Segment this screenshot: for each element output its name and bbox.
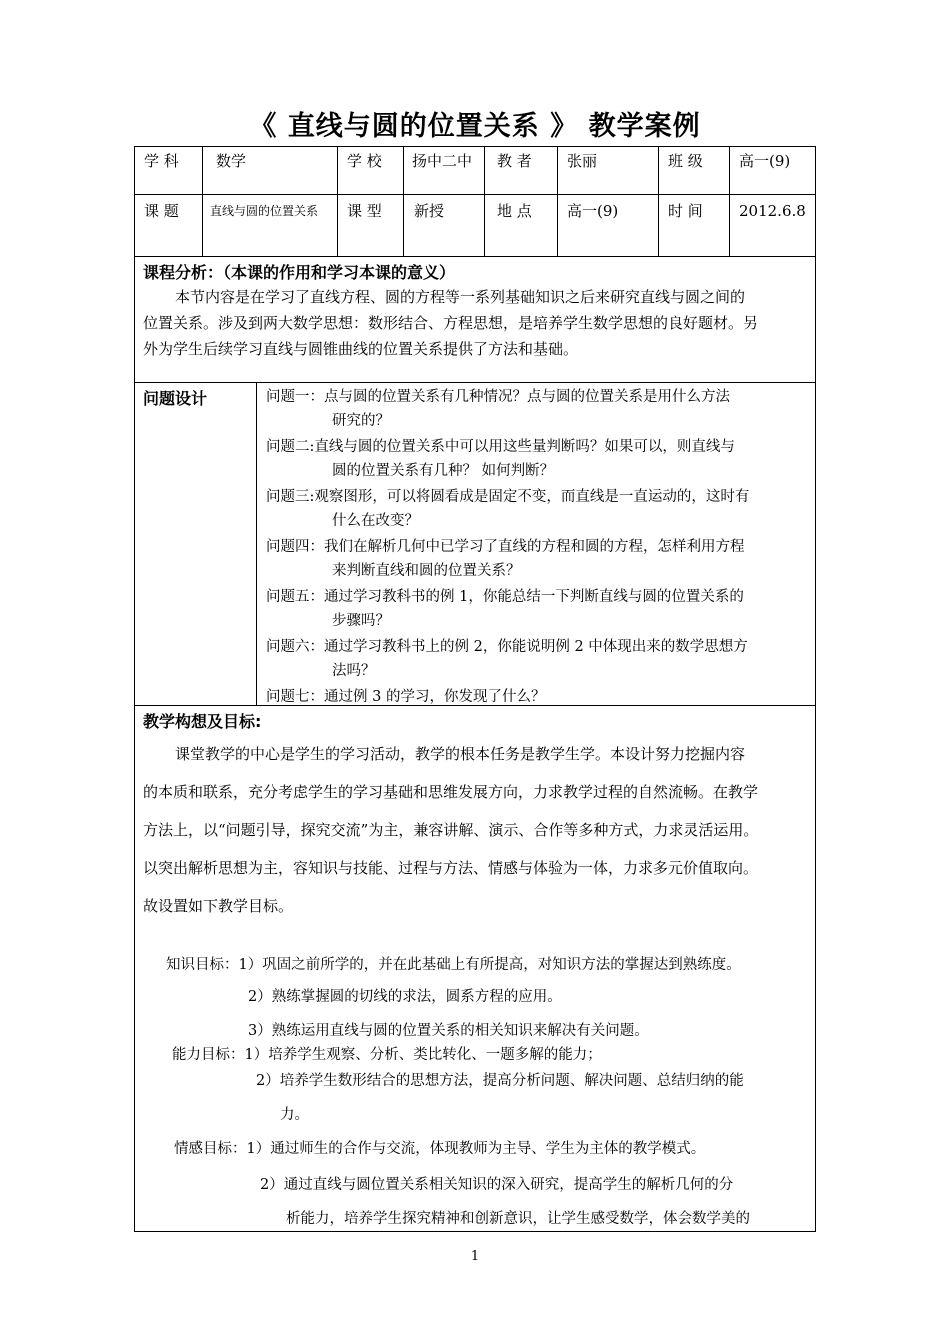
label-lesson-type: 课 型 xyxy=(347,202,382,220)
question-line: 研究的？ xyxy=(332,413,390,429)
question-item xyxy=(266,585,812,633)
goal-line: 2）培养学生数形结合的思想方法，提高分析问题、解决问题、总结归纳的能 xyxy=(256,1073,744,1089)
design-line: 以突出解析思想为主，容知识与技能、过程与方法、情感与体验为一体，力求多元价值取向。 xyxy=(143,859,759,877)
question-line: 来判断直线和圆的位置关系？ xyxy=(332,563,521,579)
table-rule xyxy=(134,146,135,1232)
value-topic: 直线与圆的位置关系 xyxy=(210,204,319,218)
document-title: 《 直线与圆的位置关系 》 教学案例 xyxy=(249,111,701,142)
table-rule xyxy=(134,382,816,383)
table-rule xyxy=(337,146,338,256)
table-rule xyxy=(815,146,816,1232)
question-line: 法吗？ xyxy=(332,663,376,679)
value-lesson-type: 新授 xyxy=(414,202,445,220)
table-rule xyxy=(134,1231,816,1232)
goal-line: 2）熟练掌握圆的切线的求法，圆系方程的应用。 xyxy=(248,989,562,1005)
label-teacher: 教 者 xyxy=(497,152,532,170)
goal-line: 3）熟练运用直线与圆的位置关系的相关知识来解决有关问题。 xyxy=(248,1023,649,1039)
value-subject: 数学 xyxy=(216,152,247,170)
value-location: 高一(9) xyxy=(567,202,619,220)
value-school: 扬中二中 xyxy=(412,152,473,170)
analysis-text xyxy=(143,284,807,362)
analysis-heading: 课程分析：（本课的作用和学习本课的意义） xyxy=(143,263,456,282)
design-heading: 教学构想及目标: xyxy=(143,712,262,731)
label-school: 学 校 xyxy=(347,152,382,170)
analysis-line: 位置关系。涉及到两大数学思想：数形结合、方程思想，是培养学生数学思想的良好题材。另 xyxy=(143,314,759,332)
goal-line: 力。 xyxy=(280,1107,309,1123)
questions-heading: 问题设计 xyxy=(143,389,208,408)
design-line: 方法上，以“问题引导，探究交流”为主，兼容讲解、演示、合作等多种方式，力求灵活运用。 xyxy=(143,821,759,839)
goal-line: 2）通过直线与圆位置关系相关知识的深入研究，提高学生的解析几何的分 xyxy=(260,1177,734,1193)
question-line: 步骤吗？ xyxy=(332,613,390,629)
question-list xyxy=(266,385,812,709)
value-class: 高一(9) xyxy=(739,152,791,170)
goal-line: 析能力，培养学生探究精神和创新意识，让学生感受数学，体会数学美的 xyxy=(286,1211,750,1227)
question-line: 问题七：通过例 3 的学习，你发现了什么？ xyxy=(266,689,546,705)
table-rule xyxy=(484,146,485,256)
value-date: 2012.6.8 xyxy=(739,202,806,220)
table-rule xyxy=(557,146,558,256)
label-subject: 学 科 xyxy=(144,152,179,170)
table-rule xyxy=(134,256,816,257)
table-rule xyxy=(134,146,816,147)
goal-line: 知识目标：1）巩固之前所学的，并在此基础上有所提高，对知识方法的掌握达到熟练度。 xyxy=(166,957,741,973)
analysis-line: 外为学生后续学习直线与圆锥曲线的位置关系提供了方法和基础。 xyxy=(143,340,579,358)
table-rule xyxy=(134,194,816,195)
question-line: 问题六：通过学习教科书上的例 2，你能说明例 2 中体现出来的数学思想方 xyxy=(266,639,748,655)
label-date: 时 间 xyxy=(668,202,703,220)
question-line: 问题五：通过学习教科书的例 1，你能总结一下判断直线与圆的位置关系的 xyxy=(266,589,744,605)
analysis-line: 本节内容是在学习了直线方程、圆的方程等一系列基础知识之后来研究直线与圆之间的 xyxy=(175,288,746,306)
table-rule xyxy=(256,382,257,705)
question-line: 问题四：我们在解析几何中已学习了直线的方程和圆的方程，怎样利用方程 xyxy=(266,539,745,555)
table-rule xyxy=(729,146,730,256)
question-item xyxy=(266,535,812,583)
question-line: 问题三:观察图形，可以将圆看成是固定不变，而直线是一直运动的，这时有 xyxy=(266,489,750,505)
label-location: 地 点 xyxy=(497,202,532,220)
table-rule xyxy=(403,146,404,256)
design-text xyxy=(143,735,809,925)
design-line: 课堂教学的中心是学生的学习活动，教学的根本任务是教学生学。本设计努力挖掘内容 xyxy=(175,745,746,763)
question-line: 问题一：点与圆的位置关系有几种情况？点与圆的位置关系是用什么方法 xyxy=(266,389,730,405)
design-line: 的本质和联系，充分考虑学生的学习基础和思维发展方向，力求教学过程的自然流畅。在教学 xyxy=(143,783,759,801)
page-number: 1 xyxy=(470,1249,480,1264)
table-rule xyxy=(658,146,659,256)
question-item xyxy=(266,635,812,683)
question-item xyxy=(266,385,812,433)
goal-line: 情感目标：1）通过师生的合作与交流，体现教师为主导、学生为主体的教学模式。 xyxy=(174,1141,706,1157)
label-topic: 课 题 xyxy=(144,202,179,220)
table-rule xyxy=(202,146,203,256)
value-teacher: 张丽 xyxy=(567,152,598,170)
question-item xyxy=(266,685,812,709)
lesson-table xyxy=(134,146,816,1232)
question-item xyxy=(266,435,812,483)
question-line: 什么在改变？ xyxy=(332,513,419,529)
design-line: 故设置如下教学目标。 xyxy=(143,897,294,915)
label-class: 班 级 xyxy=(668,152,703,170)
goal-line: 能力目标：1）培养学生观察、分析、类比转化、一题多解的能力； xyxy=(172,1047,602,1063)
question-item xyxy=(266,485,812,533)
question-line: 问题二:直线与圆的位置关系中可以用这些量判断吗？如果可以，则直线与 xyxy=(266,439,735,455)
question-line: 圆的位置关系有几种？ 如何判断？ xyxy=(332,463,555,479)
